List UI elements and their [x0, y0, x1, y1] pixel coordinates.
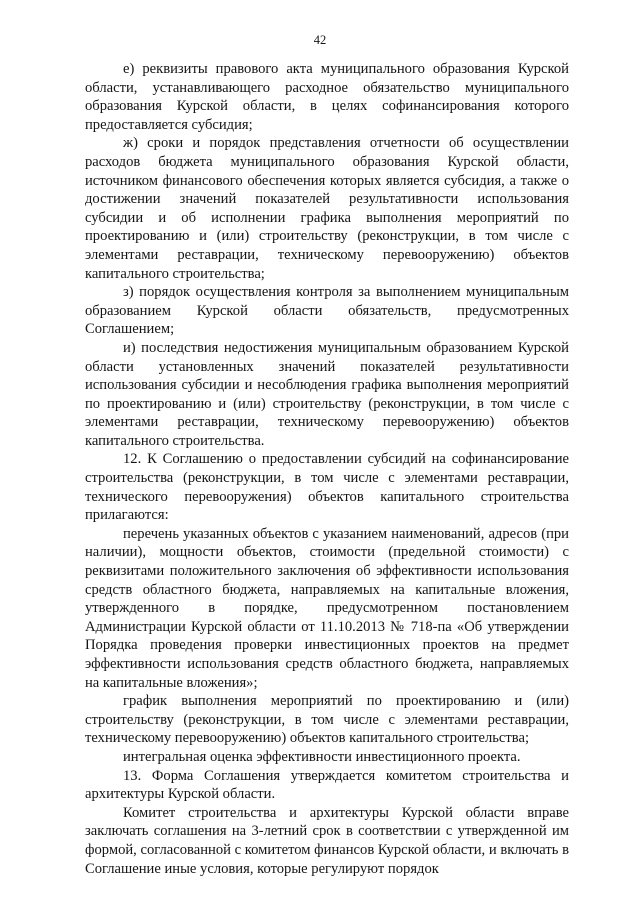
- paragraph-12-attachments: 12. К Соглашению о предоставлении субсидий на софинансирование строительства (реконструкции, в том числе с элементами реставрации, технического перевооружения) объектов капитального строительства прилагаются:: [85, 451, 569, 524]
- paragraph-integral-assessment: интегральная оценка эффективности инвестиционного проекта.: [123, 748, 521, 765]
- paragraph-zh-reporting: ж) сроки и порядок представления отчетности об осуществлении расходов бюджета муниципального образования Курской области, источником финансового обеспечения которых является субсидия, а также о достижении значений показателей результативности использования субсидии и об исполнении графика выполнения мероприятий по проектированию и (или) строительству (реконструкции, в том числе с элементами реставрации, техническому перевооружению) объектов капитального строительства;: [85, 135, 569, 282]
- paragraph-i-consequences: и) последствия недостижения муниципальным образованием Курской области установленных значений показателей результативности использования субсидии и несоблюдения графика выполнения мероприятий по проектированию и (или) строительству (реконструкции, в том числе с элементами реставрации, техническому перевооружению) объектов капитального строительства.: [85, 339, 569, 449]
- paragraph-e-requisites: е) реквизиты правового акта муниципального образования Курской области, устанавливающего расходное обязательство муниципального образования Курской области, в целях софинансирования которого предоставляется субсидия;: [85, 61, 569, 133]
- page-number: 42: [313, 33, 327, 47]
- paragraph-schedule: график выполнения мероприятий по проектированию и (или) строительству (реконструкции, в том числе с элементами реставрации, техническому перевооружению) объектов капитального строительства;: [85, 693, 569, 747]
- paragraph-13-form: 13. Форма Соглашения утверждается комитетом строительства и архитектуры Курской области.: [85, 767, 569, 803]
- paragraph-z-control: з) порядок осуществления контроля за выполнением муниципальным образованием Курской области обязательств, предусмотренных Соглашением;: [85, 284, 569, 338]
- document-body: [85, 60, 569, 878]
- paragraph-committee-rights: Комитет строительства и архитектуры Курской области вправе заключать соглашения на 3-летний срок в соответствии с утвержденной им формой, согласованной с комитетом финансов Курской области, и включать в Соглашение иные условия, которые регулируют порядок: [85, 804, 569, 877]
- paragraph-objects-list: перечень указанных объектов с указанием наименований, адресов (при наличии), мощности объектов, стоимости (предельной стоимости) с реквизитами положительного заключения об эффективности использования средств областного бюджета, направляемых на капитальные вложения, утвержденного в порядке, предусмотренном постановлением Администрации Курской области от 11.10.2013 № 718-па «Об утверждении Порядка проведения проверки инвестиционных проектов на предмет эффективности использования средств областного бюджета, направляемых на капитальные вложения»;: [85, 525, 569, 691]
